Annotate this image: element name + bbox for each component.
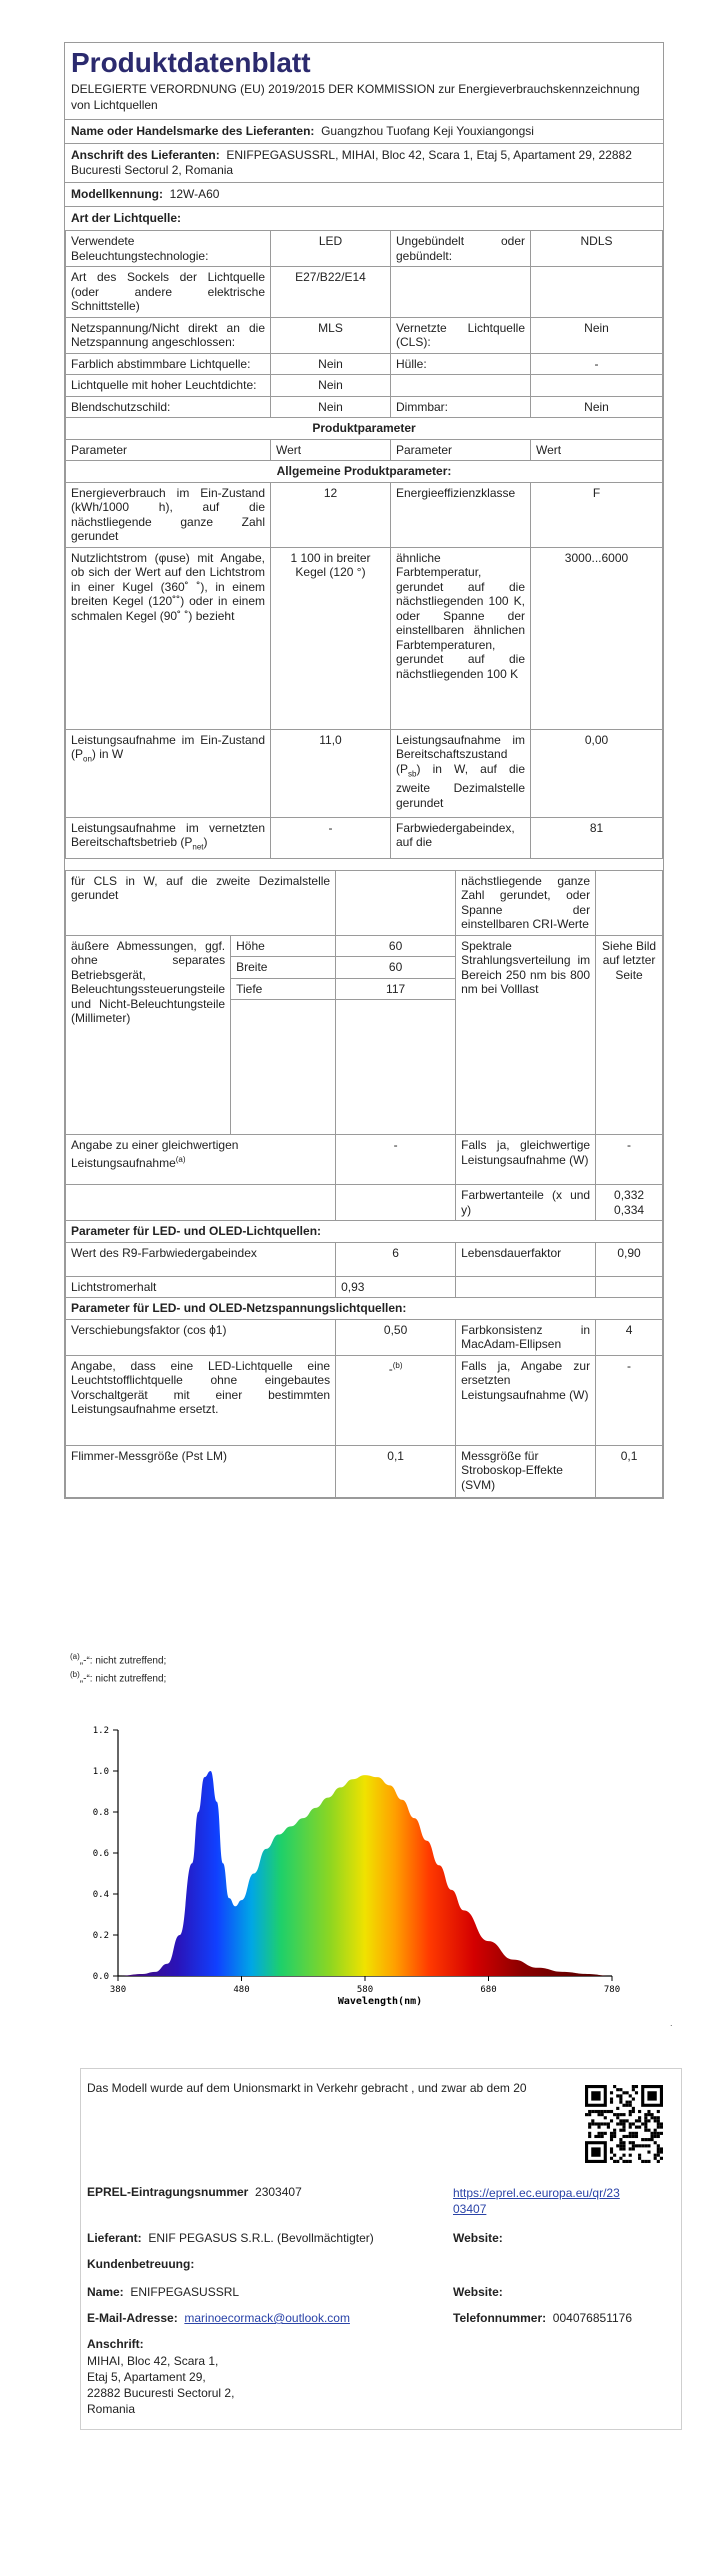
model-value: 12W-A60 [169, 187, 220, 201]
equivalent-power-w-value: - [596, 1135, 663, 1185]
col-parameter-2: Parameter [391, 439, 531, 461]
supplier-name-value: Guangzhou Tuofang Keji Youxiangongsi [321, 124, 534, 138]
luminous-flux-label: Nutzlichtstrom (φuse) mit Angabe, ob sich der Wert auf den Lichtstrom in einer Kugel (360˚ ˚), in einem breiten Kegel (120˚˚) oder in einem schmalen Kegel (90˚ ˚) bezieht [66, 547, 271, 729]
address-line: MIHAI, Bloc 42, Scara 1, [87, 2354, 219, 2368]
sheet-title: Produktdatenblatt [71, 47, 311, 78]
mains-parameters-heading: Parameter für LED- und OLED-Netzspannungslichtquellen: [66, 1298, 663, 1320]
footnote-a: $^{(a)}$„-“: nicht zutreffend; [70, 1652, 167, 1667]
supplier-address-label: Anschrift des Lieferanten: [71, 148, 220, 162]
general-parameters-heading: Allgemeine Produktparameter: [66, 461, 663, 483]
light-type-row [66, 267, 663, 318]
networked-standby-value: - [271, 817, 391, 858]
on-mode-power-value: 11,0 [271, 729, 391, 817]
address-line: Etaj 5, Apartament 29, [87, 2370, 206, 2384]
website-label-1: Website: [453, 2231, 503, 2245]
x-tick-label: 780 [603, 1985, 621, 1995]
support-name: Name: ENIFPEGASUSSRL [87, 2285, 240, 2299]
light-type-v2-5: Nein [531, 396, 663, 418]
cri-value: 81 [531, 817, 663, 858]
product-parameters-table [65, 417, 663, 859]
support-phone: Telefonnummer: 004076851176 [453, 2311, 632, 2325]
networked-standby-label-cont: für CLS in W, auf die zweite Dezimalstelle gerundet [66, 870, 336, 935]
y-tick-label: 1.0 [92, 1767, 109, 1777]
light-type-v1-2: MLS [271, 317, 391, 353]
power-factor-label: Verschiebungsfaktor (cos ϕ1) [66, 1319, 336, 1355]
light-type-l1-5: Blendschutzschild: [66, 396, 271, 418]
cri-label-top: Farbwiedergabeindex, auf die [391, 817, 531, 858]
model-label: Modellkennung: [71, 187, 163, 201]
lumen-maintenance-value: 0,93 [336, 1276, 456, 1298]
footnote-b: $^{(b)}$„-“: nicht zutreffend; [70, 1670, 167, 1685]
product-parameters-heading: Produktparameter [66, 418, 663, 440]
address-line: Romania [87, 2402, 136, 2416]
standby-power-label: Leistungsaufnahme im Bereitschaftszustand $(P_{sb})$ in W, auf die zweite Dezimalstelle gerundet [391, 729, 531, 817]
efficiency-class-value: F [531, 482, 663, 547]
light-type-row [66, 375, 663, 397]
light-type-v2-3: - [531, 353, 663, 375]
luminous-flux-value: 1 100 in breiter Kegel (120 °) [271, 547, 391, 729]
chromaticity-value: 0,332 0,334 [596, 1185, 663, 1221]
light-type-v1-5: Nein [271, 396, 391, 418]
dim-height-value: 60 [336, 935, 456, 957]
x-tick-label: 680 [480, 1985, 497, 1995]
equivalent-power-label: Angabe zu einer gleichwertigen Leistungsaufnahme$^{(a)}$ [66, 1135, 336, 1185]
dim-height-label: Höhe [231, 935, 336, 957]
networked-standby-label: Leistungsaufnahme im vernetzten Bereitschaftsbetrieb $(P_{net})$ [66, 817, 271, 858]
light-type-l2-2: Vernetzte Lichtquelle (CLS): [391, 317, 531, 353]
light-type-table [65, 230, 663, 418]
y-tick-label: 0.8 [92, 1808, 109, 1818]
cri-label-cont: nächstliegende ganze Zahl gerundet, oder Spanne der einstellbaren CRI-Werte [456, 870, 596, 935]
website-label-2: Website: [453, 2285, 503, 2299]
light-type-v1-4: Nein [271, 375, 391, 397]
customer-support-heading: Kundenbetreuung: [87, 2257, 195, 2271]
support-email: E-Mail-Adresse: marinoecormack@outlook.com [87, 2311, 350, 2325]
light-type-l2-0: Ungebündelt oder gebündelt: [391, 231, 531, 267]
light-type-l1-0: Verwendete Beleuchtungstechnologie: [66, 231, 271, 267]
replaced-power-value: - [596, 1355, 663, 1445]
spectral-distribution-value: Siehe Bild auf letzter Seite [596, 935, 663, 1135]
y-tick-label: 1.2 [92, 1726, 109, 1736]
color-temperature-value: 3000...6000 [531, 547, 663, 729]
lifetime-factor-label: Lebensdauerfaktor [456, 1242, 596, 1276]
light-type-row [66, 353, 663, 375]
macadam-label: Farbkonsistenz in MacAdam-Ellipsen [456, 1319, 596, 1355]
light-type-row [66, 231, 663, 267]
x-tick-label: 580 [356, 1985, 374, 1995]
supplier-name-row [65, 120, 663, 144]
light-type-v2-1 [531, 267, 663, 318]
dim-width-value: 60 [336, 957, 456, 979]
energy-consumption-label: Energieverbrauch im Ein-Zustand (kWh/1000 h), auf die nächstliegende ganze Zahl gerundet [66, 482, 271, 547]
address-line: 22882 Bucuresti Sectorul 2, [87, 2386, 235, 2400]
light-type-v2-4 [531, 375, 663, 397]
fluorescent-replacement-label: Angabe, dass eine LED-Lichtquelle eine Leuchtstofflichtquelle ohne eingebautes Vorschaltgerät mit einer bestimmten Leistungsaufnahme ersetzt. [66, 1355, 336, 1445]
dim-width-label: Breite [231, 957, 336, 979]
lumen-maintenance-label: Lichtstromerhalt [66, 1276, 336, 1298]
product-parameters-table-cont [65, 870, 663, 1498]
supplier-address-row [65, 144, 663, 183]
fluorescent-replacement-value: -$^{(b)}$ [336, 1355, 456, 1445]
eprel-info-card [80, 2068, 682, 2430]
col-value-1: Wert [271, 439, 391, 461]
market-date-text: Das Modell wurde auf dem Unionsmarkt in Verkehr gebracht , und zwar ab dem 20 [87, 2081, 527, 2095]
spectral-distribution-chart [72, 1718, 672, 2018]
light-type-row [66, 317, 663, 353]
address-lines [87, 2353, 234, 2417]
flicker-label: Flimmer-Messgröße (Pst LM) [66, 1445, 336, 1497]
lifetime-factor-value: 0,90 [596, 1242, 663, 1276]
chart-marker: . [670, 2018, 673, 2028]
light-type-l1-4: Lichtquelle mit hoher Leuchtdichte: [66, 375, 271, 397]
x-tick-label: 380 [109, 1985, 127, 1995]
dim-depth-value: 117 [336, 978, 456, 1000]
light-type-v2-0: NDLS [531, 231, 663, 267]
svm-label: Messgröße für Stroboskop-Effekte (SVM) [456, 1445, 596, 1497]
col-value-2: Wert [531, 439, 663, 461]
power-factor-value: 0,50 [336, 1319, 456, 1355]
y-tick-label: 0.0 [92, 1972, 109, 1982]
col-parameter-1: Parameter [66, 439, 271, 461]
svm-value: 0,1 [596, 1445, 663, 1497]
eprel-registration: EPREL-Eintragungsnummer 2303407 [87, 2185, 302, 2199]
qr-code-icon[interactable] [585, 2085, 663, 2163]
light-type-l2-1 [391, 267, 531, 318]
model-row [65, 183, 663, 207]
spectrum-area [118, 1771, 612, 1976]
dim-depth-label: Tiefe [231, 978, 336, 1000]
supplier-address-value: ENIFPEGASUSSRL, MIHAI, Bloc 42, Scara 1, Etaj 5, Apartament 29, 22882 Bucuresti Sectorul 2, Romania [71, 148, 632, 177]
equivalent-power-value: - [336, 1135, 456, 1185]
light-type-l2-3: Hülle: [391, 353, 531, 375]
spectral-distribution-label: Spektrale Strahlungsverteilung im Bereich 250 nm bis 800 nm bei Volllast [456, 935, 596, 1135]
light-type-v2-2: Nein [531, 317, 663, 353]
energy-consumption-value: 12 [271, 482, 391, 547]
light-type-l2-4 [391, 375, 531, 397]
y-tick-label: 0.6 [92, 1849, 109, 1859]
eprel-supplier: Lieferant: ENIF PEGASUS S.R.L. (Bevollmächtigter) [87, 2231, 374, 2245]
light-type-l1-1: Art des Sockels der Lichtquelle (oder andere elektrische Schnittstelle) [66, 267, 271, 318]
supplier-name-label: Name oder Handelsmarke des Lieferanten: [71, 124, 315, 138]
light-type-l2-5: Dimmbar: [391, 396, 531, 418]
r9-value: 6 [336, 1242, 456, 1276]
equivalent-power-w-label: Falls ja, gleichwertige Leistungsaufnahme (W) [456, 1135, 596, 1185]
dimensions-label: äußere Abmessungen, ggf. ohne separates Betriebsgerät, Beleuchtungssteuerungsteile und Nicht-Beleuchtungsteile (Millimeter) [66, 935, 231, 1135]
light-type-l1-3: Farblich abstimmbare Lichtquelle: [66, 353, 271, 375]
macadam-value: 4 [596, 1319, 663, 1355]
light-type-v1-1: E27/B22/E14 [271, 267, 391, 318]
x-tick-label: 480 [233, 1985, 250, 1995]
light-type-v1-3: Nein [271, 353, 391, 375]
replaced-power-label: Falls ja, Angabe zur ersetzten Leistungsaufnahme (W) [456, 1355, 596, 1445]
light-type-row [66, 396, 663, 418]
standby-power-value: 0,00 [531, 729, 663, 817]
regulation-subtitle: DELEGIERTE VERORDNUNG (EU) 2019/2015 DER KOMMISSION zur Energieverbrauchskennzeichnung von Lichtquellen [65, 79, 663, 120]
eprel-link[interactable]: https://eprel.ec.europa.eu/qr/23 03407 [453, 2186, 620, 2216]
flicker-value: 0,1 [336, 1445, 456, 1497]
r9-label: Wert des R9-Farbwiedergabeindex [66, 1242, 336, 1276]
y-tick-label: 0.4 [92, 1890, 109, 1900]
x-axis-label: Wavelength(nm) [337, 1996, 423, 2007]
product-data-sheet [64, 42, 664, 1499]
led-parameters-heading: Parameter für LED- und OLED-Lichtquellen: [66, 1221, 663, 1243]
color-temperature-label: ähnliche Farbtemperatur, gerundet auf die nächstliegenden 100 K, oder Spanne der einstellbaren ähnlichen Farbtemperaturen, gerundet auf die nächstliegenden 100 K [391, 547, 531, 729]
light-type-heading: Art der Lichtquelle: [65, 207, 663, 231]
y-tick-label: 0.2 [92, 1931, 109, 1941]
address-label: Anschrift: [87, 2337, 144, 2351]
email-link[interactable]: marinoecormack@outlook.com [184, 2311, 350, 2325]
efficiency-class-label: Energieeffizienzklasse [391, 482, 531, 547]
light-type-l1-2: Netzspannung/Nicht direkt an die Netzspannung angeschlossen: [66, 317, 271, 353]
chromaticity-label: Farbwertanteile (x und y) [456, 1185, 596, 1221]
light-type-v1-0: LED [271, 231, 391, 267]
on-mode-power-label: Leistungsaufnahme im Ein-Zustand $(P_{on})$ in W [66, 729, 271, 817]
